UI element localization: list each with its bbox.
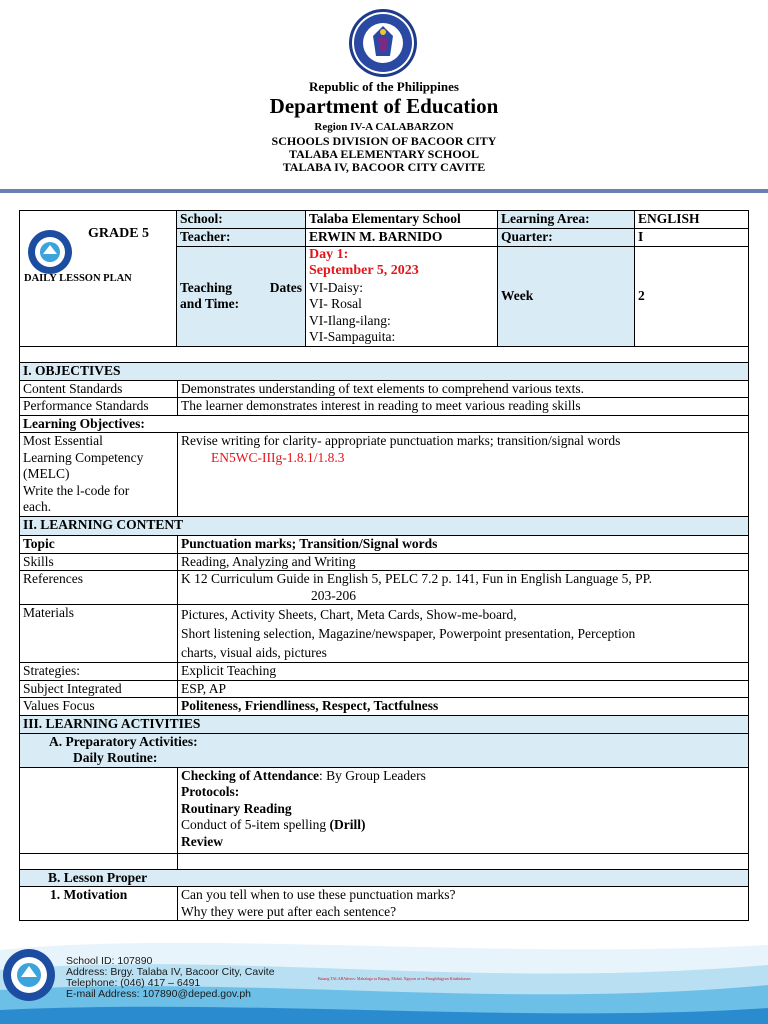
preparatory-label: A. Preparatory Activities: <box>49 733 198 749</box>
melc-value-cell <box>178 433 749 517</box>
melc-label-line4: Write the l-code for <box>23 482 130 498</box>
lesson-proper-heading: B. Lesson Proper <box>20 869 749 887</box>
subject-integrated-label: Subject Integrated <box>20 680 178 698</box>
attendance-value: : By Group Leaders <box>319 767 426 783</box>
blank-cell-left <box>20 853 178 869</box>
grade-label: GRADE 5 <box>88 226 150 241</box>
dates-value-cell <box>306 246 498 346</box>
objectives-heading: I. OBJECTIVES <box>20 363 749 381</box>
plan-type-label: DAILY LESSON PLAN <box>24 273 132 284</box>
performance-standards-value: The learner demonstrates interest in reading to meet various reading skills <box>178 398 749 416</box>
learning-objectives-label: Learning Objectives: <box>20 415 749 433</box>
melc-label-line2: Learning Competency <box>23 449 144 465</box>
talaba-school-logo-icon <box>27 229 73 275</box>
division-text: SCHOOLS DIVISION OF BACOOR CITY <box>271 134 497 148</box>
teacher-value: ERWIN M. BARNIDO <box>306 229 498 247</box>
quarter-value: I <box>635 229 749 247</box>
preparatory-cell <box>20 733 749 767</box>
subject-integrated-value: ESP, AP <box>178 680 749 698</box>
daily-routine-label: Daily Routine: <box>73 750 158 765</box>
footer-school-id: School ID: 107890 <box>66 955 153 967</box>
materials-value-line2: Short listening selection, Magazine/newspaper, Powerpoint presentation, Perception <box>181 626 636 641</box>
skills-label: Skills <box>20 553 178 571</box>
area-value: ENGLISH <box>635 211 749 229</box>
materials-label: Materials <box>20 605 178 663</box>
skills-value: Reading, Analyzing and Writing <box>178 553 749 571</box>
routine-empty-cell <box>20 767 178 853</box>
footer-tagline: Batang TALABAñeros: Mahalaga sa Batang, Mahal, Ngayon at sa Pinagbibigyan Kinabukasan <box>318 976 471 981</box>
review-label: Review <box>181 833 223 849</box>
quarter-label: Quarter: <box>498 229 635 247</box>
melc-label-line1: Most Essential <box>23 433 103 448</box>
values-focus-label: Values Focus <box>20 698 178 716</box>
footer-email: E-mail Address: 107890@deped.gov.ph <box>66 988 252 1000</box>
references-value-cell <box>178 571 749 605</box>
day-label: Day 1: <box>309 246 349 262</box>
protocols-label: Protocols: <box>181 784 240 799</box>
melc-label-line5: each. <box>23 499 52 514</box>
materials-value-cell <box>178 605 749 663</box>
footer-telephone: Telephone: (046) 417 – 6491 <box>66 977 201 989</box>
topic-value: Punctuation marks; Transition/Signal words <box>178 536 749 554</box>
values-focus-value: Politeness, Friendliness, Respect, Tactfulness <box>178 698 749 716</box>
content-standards-value: Demonstrates understanding of text elements to comprehend various texts. <box>178 380 749 398</box>
header-divider <box>0 189 768 193</box>
address-text: TALABA IV, BACOOR CITY CAVITE <box>282 160 486 174</box>
melc-value: Revise writing for clarity- appropriate punctuation marks; transition/signal words <box>181 433 621 448</box>
section-rosal: VI- Rosal <box>309 296 362 311</box>
references-value-line1: K 12 Curriculum Guide in English 5, PELC 7.2 p. 141, Fun in English Language 5, PP. <box>181 571 652 586</box>
section-sampaguita: VI-Sampaguita: <box>309 329 396 344</box>
routinary-reading-label: Routinary Reading <box>181 800 292 816</box>
strategies-label: Strategies: <box>20 663 178 681</box>
deped-seal-icon <box>348 8 418 78</box>
deped-footer-logo-icon <box>2 948 56 1002</box>
grade-cell <box>20 211 177 347</box>
learning-content-heading: II. LEARNING CONTENT <box>20 517 749 536</box>
area-label: Learning Area: <box>498 211 635 229</box>
footer-address: Address: Brgy. Talaba IV, Bacoor City, Cavite <box>66 966 275 978</box>
references-value-line2: 203-206 <box>311 587 356 603</box>
info-table <box>19 210 749 347</box>
teacher-label: Teacher: <box>177 229 306 247</box>
topic-label: Topic <box>20 536 178 554</box>
dates-label-line2: and Time: <box>180 296 240 311</box>
attendance-label: Checking of Attendance <box>181 767 319 783</box>
region-text: Region IV-A CALABARZON <box>314 121 454 133</box>
dates-label-line1: Teaching Dates <box>180 279 302 295</box>
melc-label-cell <box>20 433 178 517</box>
spacer-row <box>20 347 749 363</box>
routine-cell <box>178 767 749 853</box>
melc-code: EN5WC-IIIg-1.8.1/1.8.3 <box>211 449 345 465</box>
motivation-question-1: Can you tell when to use these punctuation marks? <box>181 887 456 902</box>
republic-text: Republic of the Philippines <box>309 79 459 94</box>
motivation-label: 1. Motivation <box>20 887 178 921</box>
references-label: References <box>20 571 178 605</box>
school-text: TALABA ELEMENTARY SCHOOL <box>288 147 480 161</box>
strategies-value: Explicit Teaching <box>178 663 749 681</box>
melc-label-line3: (MELC) <box>23 466 70 481</box>
section-daisy: VI-Daisy: <box>309 279 363 295</box>
department-title: Department of Education <box>269 94 499 118</box>
materials-value-line3: charts, visual aids, pictures <box>181 645 327 660</box>
materials-value-line1: Pictures, Activity Sheets, Chart, Meta Cards, Show-me-board, <box>181 607 517 622</box>
motivation-question-2: Why they were put after each sentence? <box>181 903 397 919</box>
week-label: Week <box>498 246 635 346</box>
school-value: Talaba Elementary School <box>306 211 498 229</box>
blank-cell-right <box>178 853 749 869</box>
learning-activities-heading: III. LEARNING ACTIVITIES <box>20 715 749 733</box>
dates-label-cell <box>177 246 306 346</box>
drill-label: (Drill) <box>329 817 366 832</box>
spelling-label: Conduct of 5-item spelling <box>181 817 330 832</box>
performance-standards-label: Performance Standards <box>20 398 178 416</box>
date-label: September 5, 2023 <box>309 263 419 278</box>
lesson-table <box>19 346 749 921</box>
section-ilang-ilang: VI-Ilang-ilang: <box>309 312 391 328</box>
school-label: School: <box>177 211 306 229</box>
week-value: 2 <box>635 246 749 346</box>
content-standards-label: Content Standards <box>20 380 178 398</box>
motivation-cell <box>178 887 749 921</box>
